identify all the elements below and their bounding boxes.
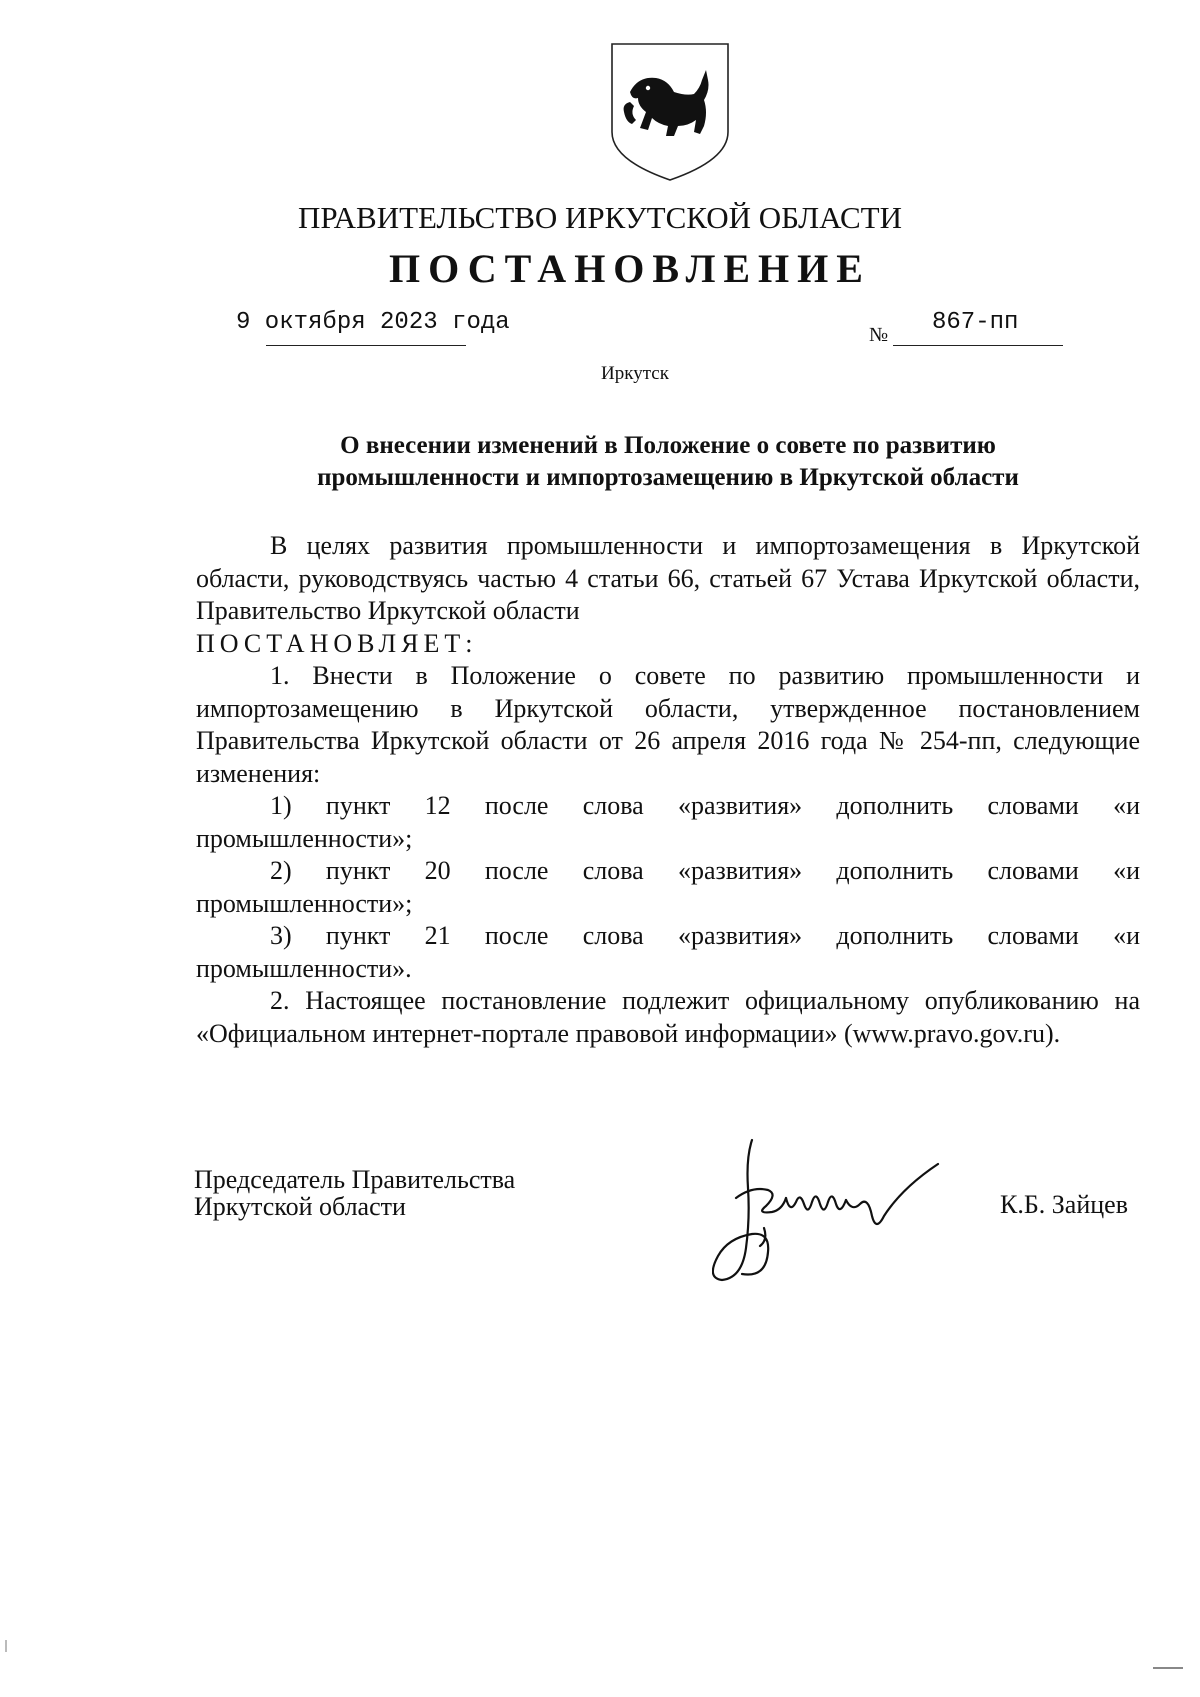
date-underline xyxy=(266,345,466,346)
organization-name: ПРАВИТЕЛЬСТВО ИРКУТСКОЙ ОБЛАСТИ xyxy=(297,200,902,235)
coat-of-arms-icon xyxy=(608,40,732,183)
handwritten-signature xyxy=(712,1128,972,1288)
item-2-paragraph: 2. Настоящее постановление подлежит официальному опубликованию на «Официальном интернет-портале правовой информации» (www.pravo.gov.ru). xyxy=(196,986,1140,1048)
signatory-position-line-2: Иркутской области xyxy=(194,1192,406,1221)
document-type: ПОСТАНОВЛЕНИЕ xyxy=(389,246,871,291)
city: Иркутск xyxy=(601,363,669,384)
title-line-1: О внесении изменений в Положение о совете по развитию xyxy=(340,432,996,459)
scan-mark-right xyxy=(1153,1667,1183,1669)
document-title xyxy=(196,430,1140,494)
signatory-position-line-1: Председатель Правительства xyxy=(194,1165,516,1194)
sub-item-1: 1) пункт 12 после слова «развития» дополнить словами «и промышленности»; xyxy=(196,791,1140,853)
number-underline xyxy=(893,345,1063,346)
item-1-paragraph: 1. Внести в Положение о совете по развитию промышленности и импортозамещению в Иркутской области, утвержденное постановлением Правительства Иркутской области от 26 апреля 2016 года № 254-пп, следующие изменения: xyxy=(196,661,1140,788)
signatory-position xyxy=(194,1166,515,1220)
sub-item-3: 3) пункт 21 после слова «развития» дополнить словами «и промышленности». xyxy=(196,921,1140,983)
preamble-paragraph: В целях развития промышленности и импортозамещения в Иркутской области, руководствуясь частью 4 статьи 66, статьей 67 Устава Иркутской области, Правительство Иркутской области xyxy=(196,531,1140,625)
sub-item-2: 2) пункт 20 после слова «развития» дополнить словами «и промышленности»; xyxy=(196,856,1140,918)
document-number: 867-пп xyxy=(932,309,1019,336)
resolves-heading: ПОСТАНОВЛЯЕТ: xyxy=(196,628,478,658)
document-body xyxy=(196,530,1140,1050)
scan-mark-left xyxy=(5,1640,7,1652)
number-sign: № xyxy=(869,324,889,346)
title-line-2: промышленности и импортозамещению в Иркутской области xyxy=(317,464,1019,491)
document-date: 9 октября 2023 года xyxy=(236,309,510,336)
signatory-name: К.Б. Зайцев xyxy=(1000,1190,1128,1219)
